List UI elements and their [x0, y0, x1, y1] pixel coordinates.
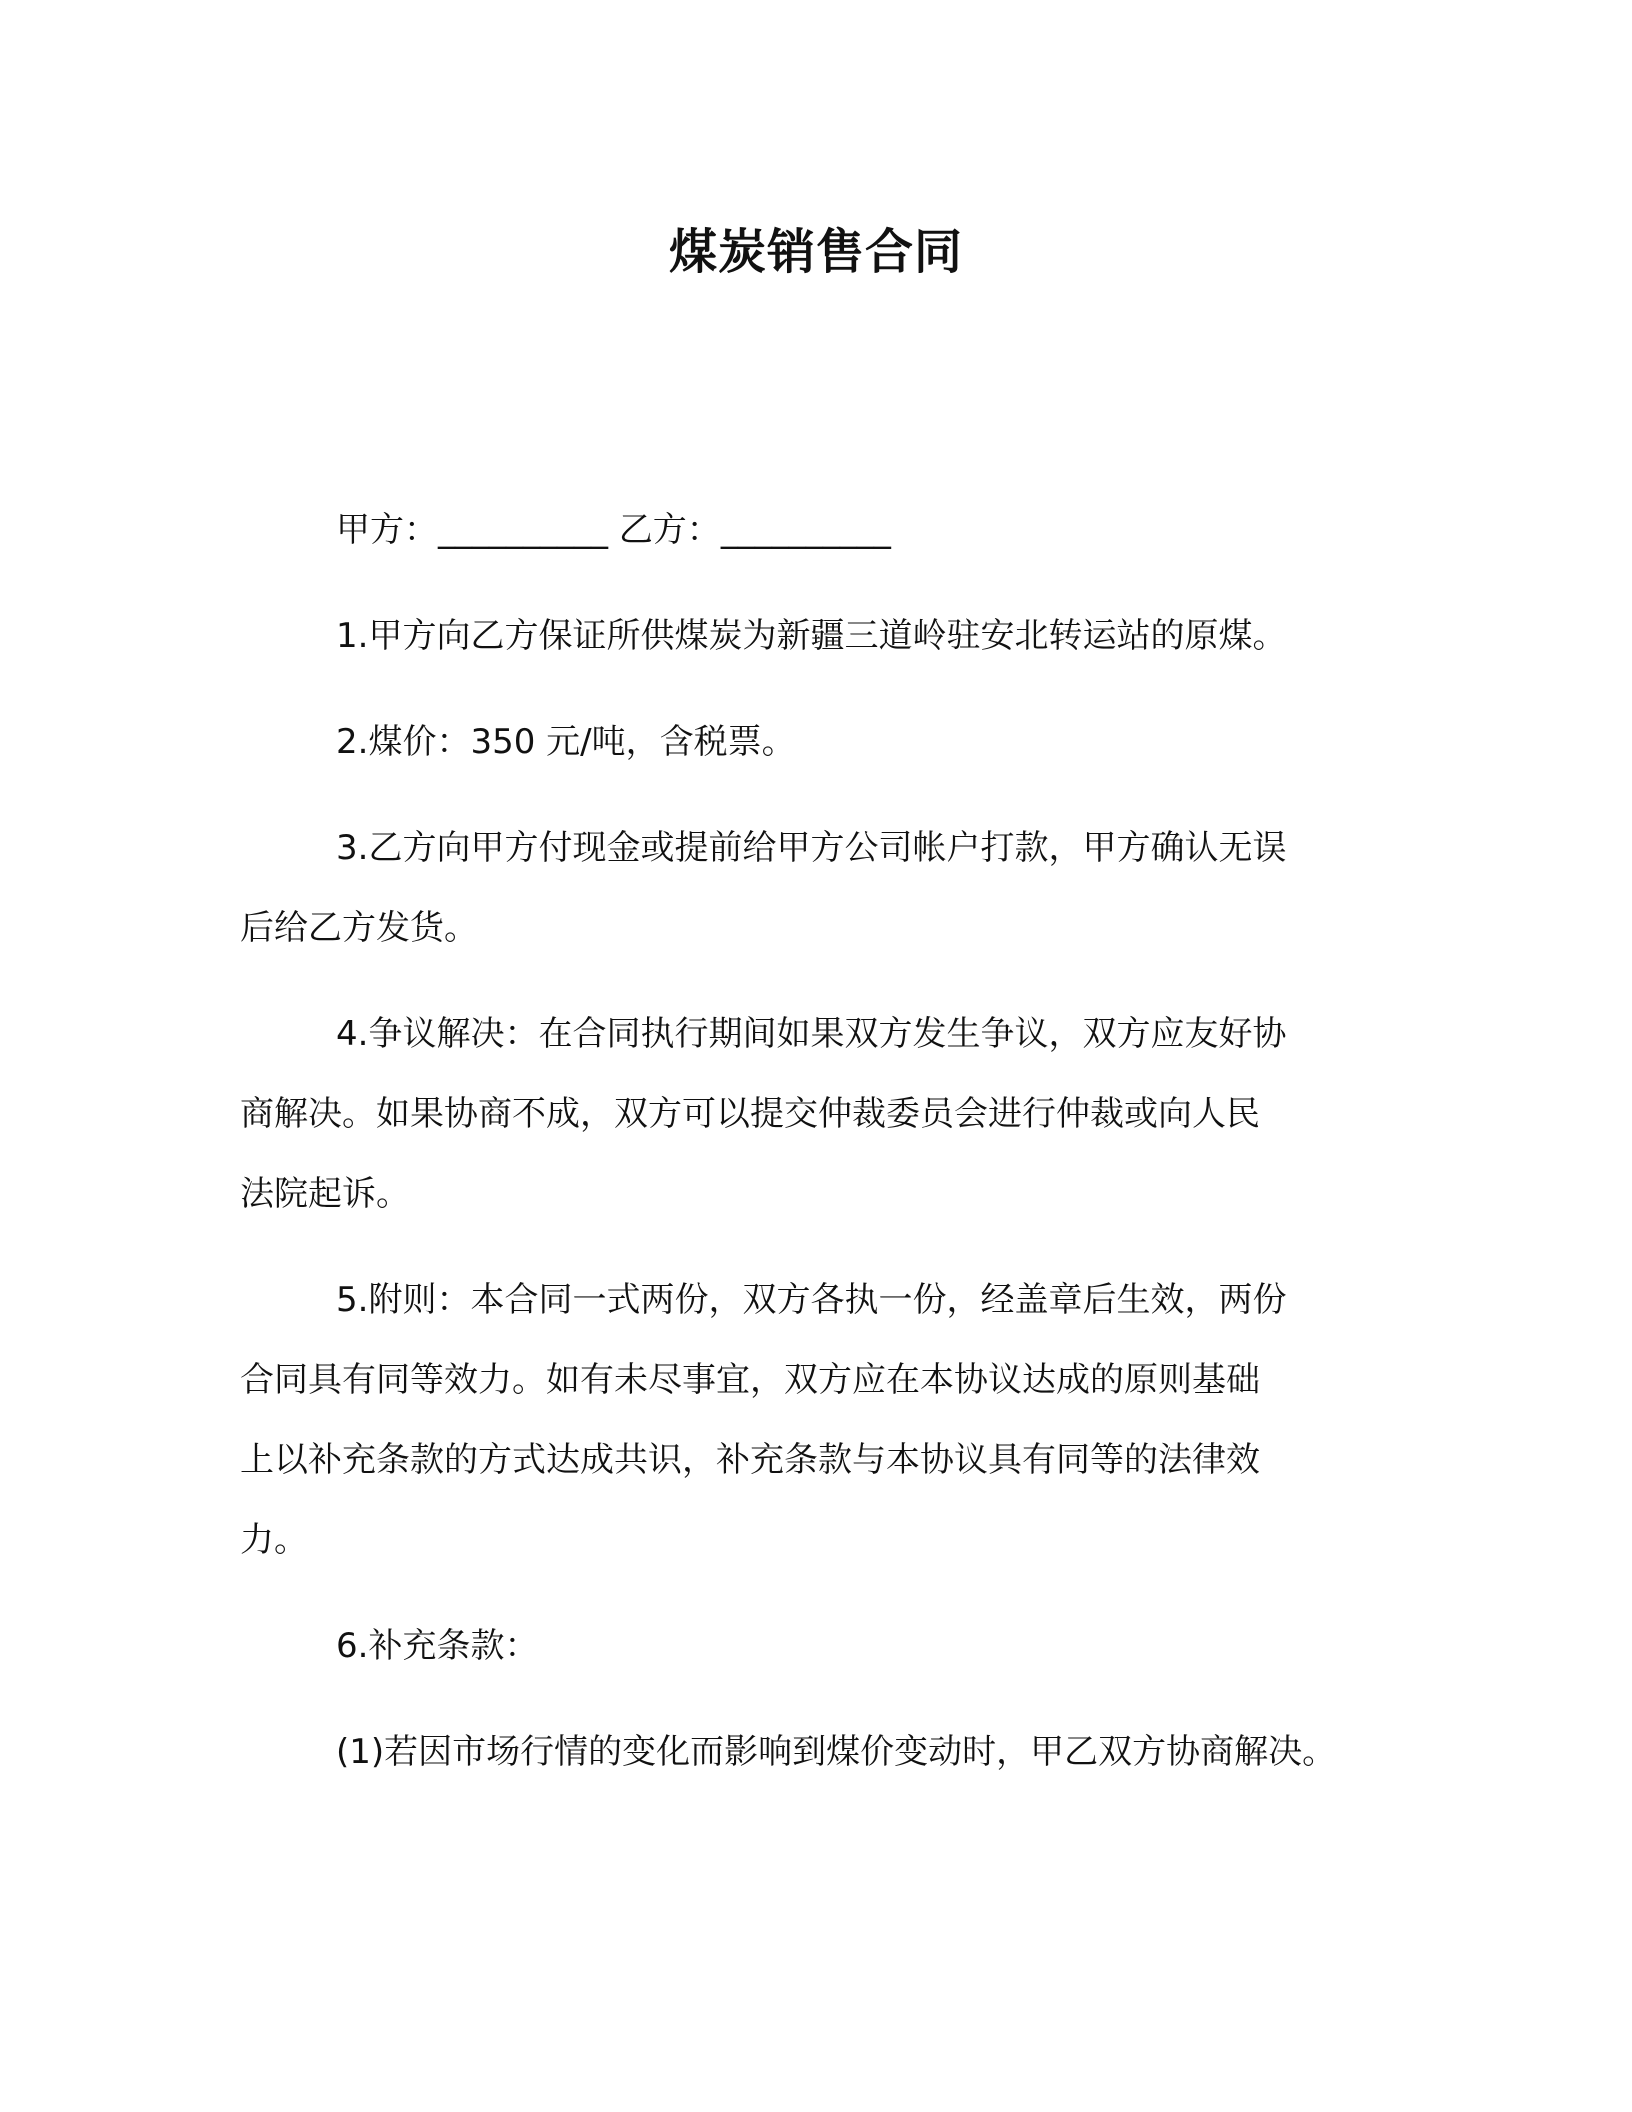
- party-a-blank: __________: [438, 510, 608, 550]
- parties-line: [240, 490, 1390, 570]
- clause-6: [240, 1606, 1390, 1686]
- clause-line: 4.争议解决：在合同执行期间如果双方发生争议，双方应友好协: [336, 1014, 1287, 1054]
- clause-3: [240, 808, 1390, 968]
- clause-line: 法院起诉。: [240, 1174, 410, 1214]
- document-title: 煤炭销售合同: [668, 224, 963, 280]
- party-a-label: 甲方：: [336, 510, 438, 550]
- clause-line: 合同具有同等效力。如有未尽事宜，双方应在本协议达成的原则基础: [240, 1360, 1260, 1400]
- document-body: [240, 490, 1390, 1818]
- clause-line: 后给乙方发货。: [240, 908, 478, 948]
- clause-line: 1.甲方向乙方保证所供煤炭为新疆三道岭驻安北转运站的原煤。: [336, 616, 1287, 656]
- party-b-blank: __________: [720, 510, 891, 550]
- clause-2: [240, 702, 1390, 782]
- clause-line: 2.煤价：350 元/吨，含税票。: [336, 722, 796, 762]
- clause-6-1: [240, 1712, 1390, 1792]
- parties-text: [240, 490, 1390, 570]
- clause-4: [240, 994, 1390, 1234]
- party-b-label: 乙方：: [618, 510, 721, 550]
- clause-line: 商解决。如果协商不成，双方可以提交仲裁委员会进行仲裁或向人民: [240, 1094, 1260, 1134]
- clause-line: 上以补充条款的方式达成共识，补充条款与本协议具有同等的法律效: [240, 1440, 1260, 1480]
- clause-line: 3.乙方向甲方付现金或提前给甲方公司帐户打款，甲方确认无误: [336, 828, 1287, 868]
- clause-5: [240, 1260, 1390, 1580]
- clause-line: 6.补充条款：: [336, 1626, 539, 1666]
- clause-line: 5.附则：本合同一式两份，双方各执一份，经盖章后生效，两份: [336, 1280, 1287, 1320]
- clause-line: 力。: [240, 1520, 308, 1560]
- clause-line: (1)若因市场行情的变化而影响到煤价变动时，甲乙双方协商解决。: [336, 1732, 1337, 1772]
- clause-1: [240, 596, 1390, 676]
